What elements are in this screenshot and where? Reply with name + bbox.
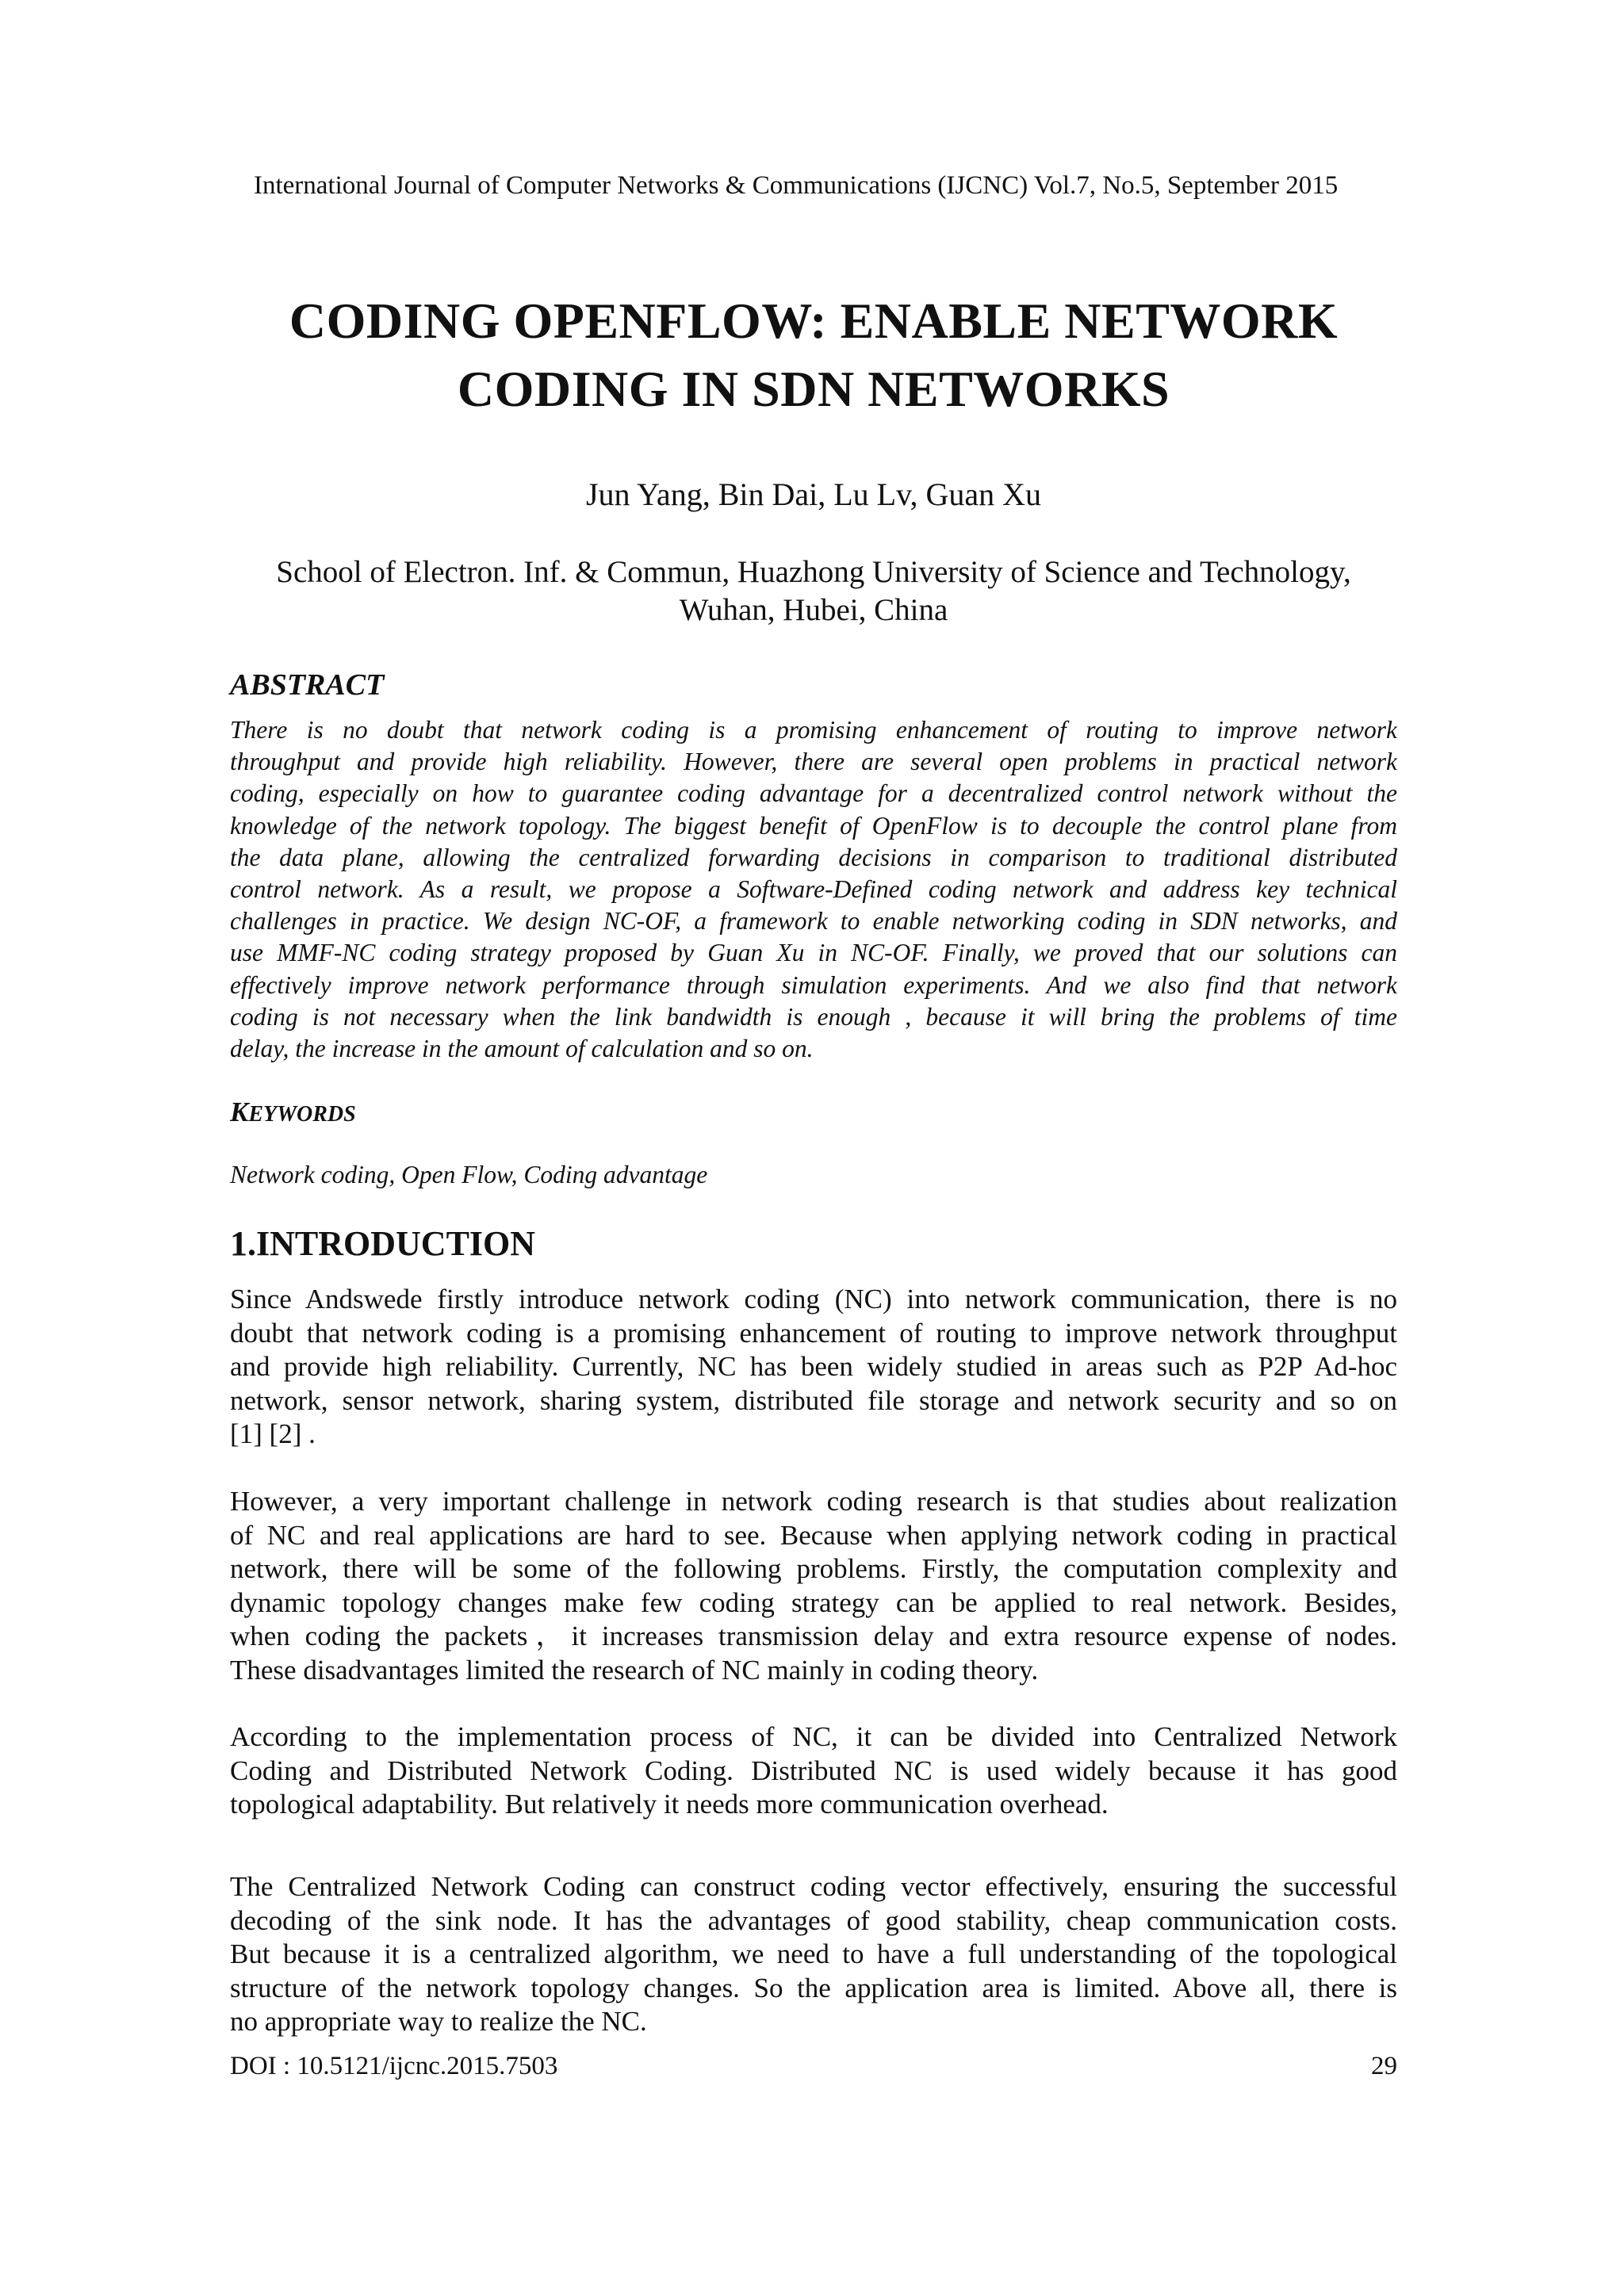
paragraph-line: However, a very important challenge in network coding research is that studies about realization (230, 1486, 1397, 1517)
abstract-line: challenges in practice. We design NC-OF, a framework to enable networking coding in SDN networks, and (230, 907, 1397, 936)
abstract-line: use MMF-NC coding strategy proposed by Guan Xu in NC-OF. Finally, we proved that our solutions can (230, 939, 1397, 967)
paragraph-line: of NC and real applications are hard to see. Because when applying network coding in practical (230, 1519, 1397, 1551)
paragraph-line: and provide high reliability. Currently, NC has been widely studied in areas such as P2P Ad-hoc (230, 1351, 1397, 1382)
paragraph-line: topological adaptability. But relatively it needs more communication overhead. (230, 1789, 1109, 1820)
paragraph-line: These disadvantages limited the research of NC mainly in coding theory. (230, 1654, 1039, 1686)
keywords-list: Network coding, Open Flow, Coding advantage (230, 1161, 708, 1188)
page-number: 29 (1371, 2052, 1397, 2080)
paragraph-line: But because it is a centralized algorithm, we need to have a full understanding of the topological (230, 1938, 1397, 1969)
abstract-line: throughput and provide high reliability. However, there are several open problems in practical network (230, 748, 1397, 776)
paragraph-line: structure of the network topology changes. So the application area is limited. Above all, there is (230, 1972, 1397, 2003)
abstract-line: effectively improve network performance through simulation experiments. And we also find that network (230, 970, 1397, 999)
affiliation-line-2: Wuhan, Hubei, China (679, 593, 948, 627)
keywords-heading (230, 1096, 356, 1131)
paper-title-line-1: CODING OPENFLOW: ENABLE NETWORK (289, 293, 1339, 349)
intro-paragraph (230, 1485, 1397, 1687)
paragraph-line: The Centralized Network Coding can construct coding vector effectively, ensuring the successful (230, 1871, 1397, 1902)
abstract-body (230, 714, 1397, 1065)
affiliation-line-1: School of Electron. Inf. & Commun, Huazhong University of Science and Technology, (276, 555, 1351, 589)
paper-title-line-2: CODING IN SDN NETWORKS (457, 361, 1170, 417)
intro-paragraph (230, 1720, 1397, 1822)
paragraph-line: network, sensor network, sharing system, distributed file storage and network security and so on (230, 1384, 1397, 1416)
affiliation (230, 553, 1397, 629)
paragraph-line: doubt that network coding is a promising enhancement of routing to improve network throughput (230, 1317, 1397, 1349)
paragraph-line: dynamic topology changes make few coding strategy can be applied to real network. Besides, (230, 1586, 1397, 1618)
paragraph-line: decoding of the sink node. It has the advantages of good stability, cheap communication costs. (230, 1904, 1397, 1936)
abstract-heading: ABSTRACT (230, 668, 385, 702)
paragraph-line: [1] [2] . (230, 1418, 316, 1449)
abstract-line: control network. As a result, we propose a Software-Defined coding network and address key technical (230, 874, 1397, 903)
paragraph-line: Since Andswede firstly introduce network coding (NC) into network communication, there is no (230, 1284, 1397, 1314)
paragraph-line: when coding the packets，it increases transmission delay and extra resource expense of nodes. (230, 1621, 1397, 1651)
abstract-line: coding, especially on how to guarantee coding advantage for a decentralized control network without the (230, 779, 1397, 808)
paragraph-line: Coding and Distributed Network Coding. Distributed NC is used widely because it has good (230, 1755, 1397, 1786)
author-list: Jun Yang, Bin Dai, Lu Lv, Guan Xu (585, 476, 1042, 512)
paper-title (230, 287, 1397, 423)
abstract-line: the data plane, allowing the centralized forwarding decisions in comparison to traditional distributed (230, 843, 1397, 871)
abstract-line: There is no doubt that network coding is a promising enhancement of routing to improve network (230, 716, 1397, 744)
abstract-line: delay, the increase in the amount of calculation and so on. (230, 1034, 814, 1062)
intro-paragraph (230, 1870, 1397, 2039)
footer-doi: DOI : 10.5121/ijcnc.2015.7503 (230, 2052, 558, 2080)
intro-paragraph (230, 1283, 1397, 1452)
paragraph-line: According to the implementation process of NC, it can be divided into Centralized Network (230, 1721, 1397, 1752)
abstract-line: coding is not necessary when the link bandwidth is enough , because it will bring the problems of time (230, 1002, 1397, 1031)
keywords-heading-initial: K (230, 1096, 249, 1127)
keywords-heading-rest: EYWORDS (248, 1102, 356, 1127)
paragraph-line: network, there will be some of the following problems. Firstly, the computation complexity and (230, 1553, 1397, 1584)
paper-page (230, 0, 1397, 2296)
section-heading-introduction: 1.INTRODUCTION (230, 1224, 536, 1263)
running-header: International Journal of Computer Networks & Communications (IJCNC) Vol.7, No.5, September 2015 (254, 171, 1339, 200)
paragraph-line: no appropriate way to realize the NC. (230, 2006, 647, 2037)
abstract-line: knowledge of the network topology. The biggest benefit of OpenFlow is to decouple the control plane from (230, 811, 1397, 840)
